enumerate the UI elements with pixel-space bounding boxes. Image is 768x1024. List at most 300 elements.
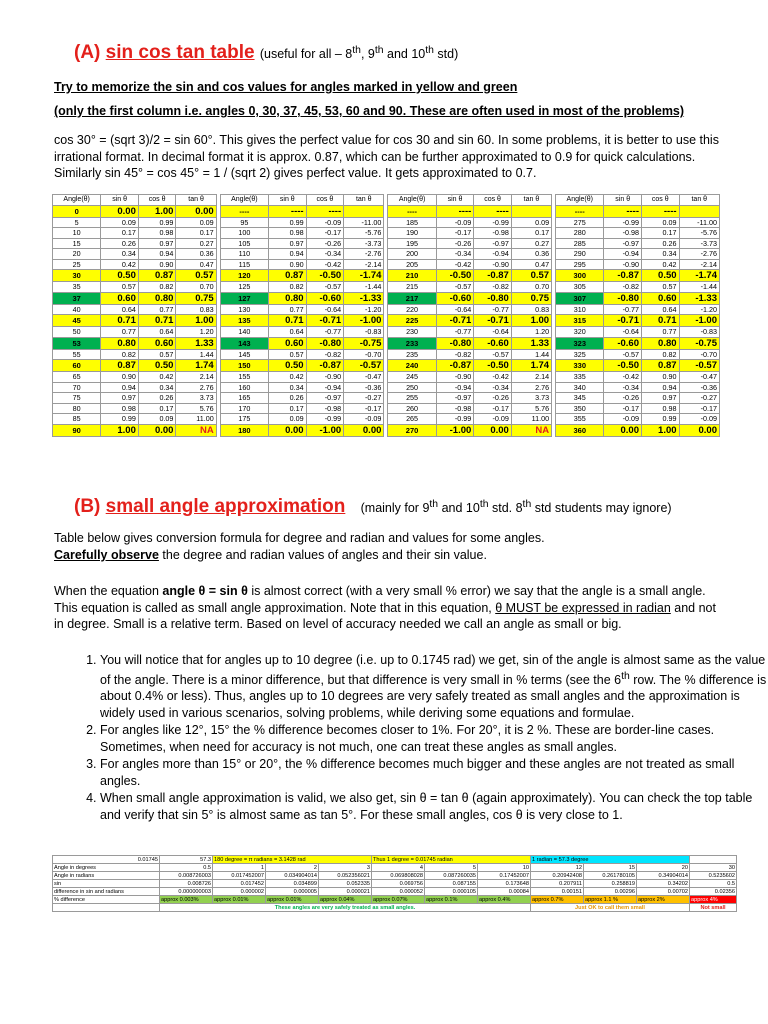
small-table-note-row xyxy=(53,904,737,912)
angle-cell: 20 xyxy=(53,249,101,260)
trig-table-row xyxy=(53,372,720,383)
value-cell: -0.36 xyxy=(344,382,384,393)
pct-cell: approx 1.1 % xyxy=(584,896,637,904)
angle-cell: 140 xyxy=(220,327,268,338)
value-cell: 1.00 xyxy=(176,315,216,327)
section-a-title xyxy=(74,42,458,64)
angle-cell: 120 xyxy=(220,270,268,282)
value-cell: 0.70 xyxy=(511,282,551,293)
value-cell: 0.98 xyxy=(138,228,176,239)
angle-cell: ---- xyxy=(220,205,268,217)
value-cell: 0.83 xyxy=(176,304,216,315)
angle-cell: 15 xyxy=(53,238,101,249)
note-safe-small: These angles are very safely treated as small angles. xyxy=(160,904,531,912)
observe-bold: Carefully observe xyxy=(54,548,159,562)
trig-table-row xyxy=(53,292,720,304)
value-cell: -11.00 xyxy=(344,217,384,228)
trig-header-cell: cos θ xyxy=(474,195,512,206)
value-cell: -11.00 xyxy=(679,217,719,228)
value-cell: -0.70 xyxy=(344,349,384,360)
conversion-note-radian: 1 radian = 57.3 degree xyxy=(531,856,690,864)
angle-cell: 340 xyxy=(556,382,604,393)
value-cell: 0.77 xyxy=(269,304,307,315)
degrees-cell: 3 xyxy=(319,864,372,872)
diff-cell: 0.000002 xyxy=(213,888,266,896)
value-cell: 0.34 xyxy=(138,382,176,393)
angle-cell: 300 xyxy=(556,270,604,282)
value-cell: 2.76 xyxy=(511,382,551,393)
angle-cell: 65 xyxy=(53,372,101,383)
diff-cell: 0.000021 xyxy=(319,888,372,896)
value-cell: 0.99 xyxy=(101,414,139,425)
value-cell: 0.94 xyxy=(641,382,679,393)
row-label: Angle in degrees xyxy=(53,864,160,872)
angle-cell: 335 xyxy=(556,372,604,383)
value-cell: -0.57 xyxy=(306,282,344,293)
first-column-line: (only the first column i.e. angles 0, 30, 37, 45, 53, 60 and 90. These are often used in most of the problems) xyxy=(54,104,685,118)
angle-cell: 315 xyxy=(556,315,604,327)
angle-cell: 25 xyxy=(53,259,101,270)
sin-cell: 0.258819 xyxy=(584,880,637,888)
degrees-cell: 5 xyxy=(425,864,478,872)
angle-cell: 170 xyxy=(220,403,268,414)
value-cell: -1.74 xyxy=(344,270,384,282)
pct-cell: approx 0.01% xyxy=(213,896,266,904)
angle-cell: 205 xyxy=(388,259,436,270)
value-cell: -0.77 xyxy=(474,304,512,315)
degrees-cell: 4 xyxy=(372,864,425,872)
diff-cell: 0.000005 xyxy=(266,888,319,896)
value-cell: 0.99 xyxy=(269,217,307,228)
row-label: Angle in radians xyxy=(53,872,160,880)
value-cell: 0.09 xyxy=(269,414,307,425)
angle-cell: 345 xyxy=(556,393,604,404)
angle-cell: 60 xyxy=(53,360,101,372)
value-cell: 0.80 xyxy=(641,337,679,349)
value-cell: 0.71 xyxy=(101,315,139,327)
value-cell: 0.97 xyxy=(101,393,139,404)
trig-table-row xyxy=(53,327,720,338)
value-cell: -0.34 xyxy=(306,249,344,260)
value-cell: -1.00 xyxy=(306,424,344,436)
equation: angle θ = sin θ xyxy=(162,584,248,598)
trig-header-cell: Angle(θ) xyxy=(220,195,268,206)
value-cell: -0.09 xyxy=(344,414,384,425)
value-cell: -0.42 xyxy=(474,372,512,383)
value-cell: -0.47 xyxy=(679,372,719,383)
value-cell: -1.33 xyxy=(344,292,384,304)
value-cell: -0.83 xyxy=(344,327,384,338)
angle-cell: 320 xyxy=(556,327,604,338)
value-cell: 0.77 xyxy=(641,327,679,338)
pct-cell: approx 0.003% xyxy=(160,896,213,904)
angle-cell: 53 xyxy=(53,337,101,349)
value-cell: -1.74 xyxy=(679,270,719,282)
small-table-info-row xyxy=(53,856,737,864)
value-cell: 0.00 xyxy=(344,424,384,436)
angle-cell: 217 xyxy=(388,292,436,304)
value-cell: -0.26 xyxy=(306,238,344,249)
value-cell: 0.94 xyxy=(138,249,176,260)
memorize-line: Try to memorize the sin and cos values for angles marked in yellow and green xyxy=(54,80,518,94)
value-cell: 0.90 xyxy=(101,372,139,383)
value-cell: -2.14 xyxy=(679,259,719,270)
value-cell: -0.87 xyxy=(306,360,344,372)
value-cell: 0.97 xyxy=(138,238,176,249)
angle-cell: 55 xyxy=(53,349,101,360)
trig-table-row xyxy=(53,393,720,404)
trig-table-row xyxy=(53,360,720,372)
angle-cell: 185 xyxy=(388,217,436,228)
row-label: % difference xyxy=(53,896,160,904)
angle-cell: 360 xyxy=(556,424,604,436)
value-cell: 0.90 xyxy=(138,259,176,270)
value-cell: -0.26 xyxy=(604,393,642,404)
value-cell: -0.71 xyxy=(306,315,344,327)
value-cell: -0.64 xyxy=(306,304,344,315)
trig-table-row xyxy=(53,337,720,349)
value-cell: 0.50 xyxy=(269,360,307,372)
small-table-row xyxy=(53,872,737,880)
angle-cell: 235 xyxy=(388,349,436,360)
value-cell: 1.74 xyxy=(511,360,551,372)
section-a-note: (useful for all – 8th, 9th and 10th std) xyxy=(259,44,459,61)
value-cell: 5.76 xyxy=(511,403,551,414)
angle-cell: 330 xyxy=(556,360,604,372)
value-cell: -0.50 xyxy=(474,360,512,372)
value-cell: ---- xyxy=(641,205,679,217)
value-cell: 0.57 xyxy=(269,349,307,360)
point-text: You will notice that for angles up to 10 degree (i.e. up to 0.1745 rad) we get, sin of the angle is almost same as the value of the angle. There is a minor difference, but that difference is very small in % terms (see the 6 xyxy=(100,653,766,687)
trig-table-row xyxy=(53,315,720,327)
angle-cell: 160 xyxy=(220,382,268,393)
sin-cell: 0.207911 xyxy=(531,880,584,888)
trig-table-row xyxy=(53,259,720,270)
angle-cell: 285 xyxy=(556,238,604,249)
trig-table-row xyxy=(53,282,720,293)
value-cell: 0.09 xyxy=(641,217,679,228)
angle-cell: 290 xyxy=(556,249,604,260)
radian-note: θ MUST be expressed in radian xyxy=(495,600,671,615)
value-cell: -0.98 xyxy=(474,228,512,239)
value-cell: 2.14 xyxy=(176,372,216,383)
diff-cell: 0.000052 xyxy=(372,888,425,896)
point-text-cont: row. The % difference is about 0.4% or less). Thus, angles up to 10 degrees are very safely treated as small angles and the approximation is widely used in various scenarios, solving problems, while deriving some equations and formulae. xyxy=(100,672,767,720)
value-cell: 0.17 xyxy=(511,228,551,239)
value-cell: -0.82 xyxy=(604,282,642,293)
sin-cell: 0.008726 xyxy=(160,880,213,888)
small-table-row xyxy=(53,880,737,888)
value-cell: ---- xyxy=(436,205,474,217)
value-cell: -0.64 xyxy=(436,304,474,315)
value-cell: 0.57 xyxy=(138,349,176,360)
radians-cell: 0.034904014 xyxy=(266,872,319,880)
degrees-cell: 2 xyxy=(266,864,319,872)
value-cell: -0.99 xyxy=(604,217,642,228)
value-cell: -0.82 xyxy=(474,282,512,293)
trig-table-row xyxy=(53,414,720,425)
sin-cell: 0.173648 xyxy=(478,880,531,888)
trig-table-row xyxy=(53,270,720,282)
sin-cell: 0.5 xyxy=(690,880,737,888)
value-cell: -0.94 xyxy=(436,382,474,393)
value-cell: 1.44 xyxy=(176,349,216,360)
value-cell xyxy=(679,205,719,217)
observe-rest: the degree and radian values of angles and their sin value. xyxy=(158,548,487,562)
value-cell: -0.99 xyxy=(436,414,474,425)
value-cell: 0.47 xyxy=(511,259,551,270)
trig-header-cell: sin θ xyxy=(604,195,642,206)
degrees-cell: 12 xyxy=(531,864,584,872)
angle-cell: 95 xyxy=(220,217,268,228)
angle-cell: 230 xyxy=(388,327,436,338)
value-cell: 1.74 xyxy=(176,360,216,372)
angle-cell: 240 xyxy=(388,360,436,372)
angle-cell: 215 xyxy=(388,282,436,293)
diff-cell: 0.00084 xyxy=(478,888,531,896)
value-cell: -0.09 xyxy=(306,217,344,228)
trig-table-row xyxy=(53,238,720,249)
value-cell: 0.17 xyxy=(101,228,139,239)
diff-cell: 0.000105 xyxy=(425,888,478,896)
degrees-cell: 0.5 xyxy=(160,864,213,872)
radians-cell: 0.17452007 xyxy=(478,872,531,880)
value-cell: 0.87 xyxy=(269,270,307,282)
equation-paragraph: When the equation angle θ = sin θ is almost correct (with a very small % error) we say that the angle is a small angle. This equation is called as small angle approximation. Note that in this equation, θ MUST be expressed in radian and not in degree. Small is a relative term. Based on level of accuracy needed we call an angle as small or big. xyxy=(54,584,716,631)
angle-cell: ---- xyxy=(556,205,604,217)
angle-cell: 145 xyxy=(220,349,268,360)
value-cell: -3.73 xyxy=(679,238,719,249)
value-cell: -0.42 xyxy=(604,372,642,383)
angle-cell: 80 xyxy=(53,403,101,414)
value-cell: 0.77 xyxy=(138,304,176,315)
value-cell: -0.09 xyxy=(604,414,642,425)
degrees-cell: 20 xyxy=(637,864,690,872)
angle-cell: 10 xyxy=(53,228,101,239)
value-cell xyxy=(344,205,384,217)
value-cell: 0.64 xyxy=(641,304,679,315)
angle-cell: 45 xyxy=(53,315,101,327)
section-b-title xyxy=(74,496,672,518)
trig-header-cell: tan θ xyxy=(511,195,551,206)
section-b-name: small angle approximation xyxy=(105,496,346,517)
value-cell: -2.76 xyxy=(344,249,384,260)
angle-cell: 350 xyxy=(556,403,604,414)
points-list xyxy=(60,652,768,824)
angle-cell: 75 xyxy=(53,393,101,404)
pct-cell: approx 0.04% xyxy=(319,896,372,904)
angle-cell: 110 xyxy=(220,249,268,260)
value-cell: -0.57 xyxy=(604,349,642,360)
value-cell: 0.99 xyxy=(138,217,176,228)
sin-cell: 0.087155 xyxy=(425,880,478,888)
value-cell: -0.80 xyxy=(474,292,512,304)
value-cell: 0.34 xyxy=(269,382,307,393)
value-cell: -0.97 xyxy=(474,238,512,249)
angle-cell: 115 xyxy=(220,259,268,270)
value-cell: -0.98 xyxy=(604,228,642,239)
value-cell: 11.00 xyxy=(511,414,551,425)
value-cell: -0.60 xyxy=(474,337,512,349)
value-cell: 0.90 xyxy=(269,259,307,270)
value-cell: 0.87 xyxy=(138,270,176,282)
small-table-row xyxy=(53,864,737,872)
value-cell: -0.97 xyxy=(604,238,642,249)
value-cell: NA xyxy=(511,424,551,436)
value-cell: 0.27 xyxy=(176,238,216,249)
value-cell: 0.60 xyxy=(269,337,307,349)
value-cell: -0.77 xyxy=(604,304,642,315)
value-cell: 0.42 xyxy=(269,372,307,383)
section-b-note: (mainly for 9th and 10th std. 8th std students may ignore) xyxy=(360,498,672,515)
trig-header-cell: cos θ xyxy=(641,195,679,206)
value-cell: 0.50 xyxy=(101,270,139,282)
value-cell: -0.77 xyxy=(436,327,474,338)
value-cell: -0.27 xyxy=(344,393,384,404)
trig-table-row xyxy=(53,217,720,228)
value-cell: 0.80 xyxy=(138,292,176,304)
pct-cell: approx 0.01% xyxy=(266,896,319,904)
value-cell: 0.00 xyxy=(269,424,307,436)
pct-cell: approx 4% xyxy=(690,896,737,904)
value-cell: 0.09 xyxy=(101,217,139,228)
radians-cell: 0.5235602 xyxy=(690,872,737,880)
value-cell: -0.26 xyxy=(436,238,474,249)
value-cell: 0.00 xyxy=(679,424,719,436)
pct-cell: approx 0.07% xyxy=(372,896,425,904)
point-item xyxy=(100,652,768,721)
value-cell: ---- xyxy=(604,205,642,217)
trig-header-cell: tan θ xyxy=(679,195,719,206)
conversion-note-degree: Thus 1 degree = 0.01745 radian xyxy=(372,856,531,864)
degrees-cell: 10 xyxy=(478,864,531,872)
angle-cell: 295 xyxy=(556,259,604,270)
angle-cell: 125 xyxy=(220,282,268,293)
value-cell: 2.76 xyxy=(176,382,216,393)
angle-cell: 105 xyxy=(220,238,268,249)
angle-cell: 135 xyxy=(220,315,268,327)
value-cell: 11.00 xyxy=(176,414,216,425)
angle-cell: 190 xyxy=(388,228,436,239)
angle-cell: 85 xyxy=(53,414,101,425)
value-cell: -0.57 xyxy=(344,360,384,372)
trig-table-row xyxy=(53,403,720,414)
angle-cell: 270 xyxy=(388,424,436,436)
pct-cell: approx 0.1% xyxy=(425,896,478,904)
angle-cell: 250 xyxy=(388,382,436,393)
value-cell: 0.57 xyxy=(641,282,679,293)
angle-cell: 37 xyxy=(53,292,101,304)
value-cell: -0.57 xyxy=(436,282,474,293)
value-cell: 0.99 xyxy=(641,414,679,425)
row-label: sin xyxy=(53,880,160,888)
diff-cell: 0.02356 xyxy=(690,888,737,896)
trig-header-cell: sin θ xyxy=(101,195,139,206)
value-cell: 0.42 xyxy=(641,259,679,270)
trig-header-cell: Angle(θ) xyxy=(556,195,604,206)
value-cell: -2.14 xyxy=(344,259,384,270)
radians-cell: 0.069808028 xyxy=(372,872,425,880)
angle-cell: 210 xyxy=(388,270,436,282)
value-cell: 0.64 xyxy=(101,304,139,315)
value-cell: -0.57 xyxy=(679,360,719,372)
trig-header-cell: Angle(θ) xyxy=(53,195,101,206)
angle-cell: 255 xyxy=(388,393,436,404)
angle-cell: 155 xyxy=(220,372,268,383)
value-cell: 0.75 xyxy=(511,292,551,304)
value-cell: -0.64 xyxy=(474,327,512,338)
value-cell: -0.98 xyxy=(436,403,474,414)
value-cell: 3.73 xyxy=(176,393,216,404)
angle-cell: 280 xyxy=(556,228,604,239)
angle-cell: 275 xyxy=(556,217,604,228)
value-cell: -1.00 xyxy=(436,424,474,436)
value-cell: 1.33 xyxy=(511,337,551,349)
point-item xyxy=(100,722,768,755)
value-cell: 1.20 xyxy=(176,327,216,338)
trig-header-cell: Angle(θ) xyxy=(388,195,436,206)
value-cell xyxy=(511,205,551,217)
observe-line xyxy=(54,547,729,564)
trig-table-row xyxy=(53,205,720,217)
value-cell: -0.42 xyxy=(436,259,474,270)
radians-cell: 0.052356021 xyxy=(319,872,372,880)
value-cell: -1.20 xyxy=(679,304,719,315)
angle-cell: 305 xyxy=(556,282,604,293)
value-cell: 0.00 xyxy=(176,205,216,217)
value-cell: 5.76 xyxy=(176,403,216,414)
angle-cell: 260 xyxy=(388,403,436,414)
value-cell: -0.60 xyxy=(604,337,642,349)
pct-cell: approx 0.4% xyxy=(478,896,531,904)
value-cell: ---- xyxy=(306,205,344,217)
value-cell: -0.87 xyxy=(436,360,474,372)
degree-per-radian-cell: 57.3 xyxy=(160,856,213,864)
angle-cell: 143 xyxy=(220,337,268,349)
value-cell: 0.26 xyxy=(138,393,176,404)
radian-per-degree-cell: 0.01745 xyxy=(53,856,160,864)
value-cell: -0.75 xyxy=(344,337,384,349)
value-cell: 0.50 xyxy=(138,360,176,372)
value-cell: 0.82 xyxy=(101,349,139,360)
sin-cell: 0.34202 xyxy=(637,880,690,888)
value-cell: 0.27 xyxy=(511,238,551,249)
table-intro: Table below gives conversion formula for degree and radian and values for some angles. xyxy=(54,531,545,545)
value-cell: 0.70 xyxy=(176,282,216,293)
angle-cell: 325 xyxy=(556,349,604,360)
trig-header-cell: sin θ xyxy=(436,195,474,206)
value-cell: -0.83 xyxy=(679,327,719,338)
angle-cell: 200 xyxy=(388,249,436,260)
value-cell: -0.75 xyxy=(679,337,719,349)
value-cell: -0.97 xyxy=(436,393,474,404)
value-cell: -0.94 xyxy=(306,382,344,393)
value-cell: 0.97 xyxy=(641,393,679,404)
note-ok-small: Just OK to call them small xyxy=(531,904,690,912)
value-cell: 0.83 xyxy=(511,304,551,315)
value-cell: 0.98 xyxy=(269,228,307,239)
value-cell: -0.50 xyxy=(604,360,642,372)
value-cell: 0.42 xyxy=(101,259,139,270)
sin-cell: 0.017452 xyxy=(213,880,266,888)
conversion-note-pi: 180 degree = π radians = 3.1428 rad xyxy=(213,856,372,864)
section-a-name: sin cos tan table xyxy=(105,42,255,63)
value-cell: -0.64 xyxy=(604,327,642,338)
value-cell: -0.99 xyxy=(306,414,344,425)
angle-cell: 307 xyxy=(556,292,604,304)
point-item xyxy=(100,790,768,823)
angle-cell: 30 xyxy=(53,270,101,282)
